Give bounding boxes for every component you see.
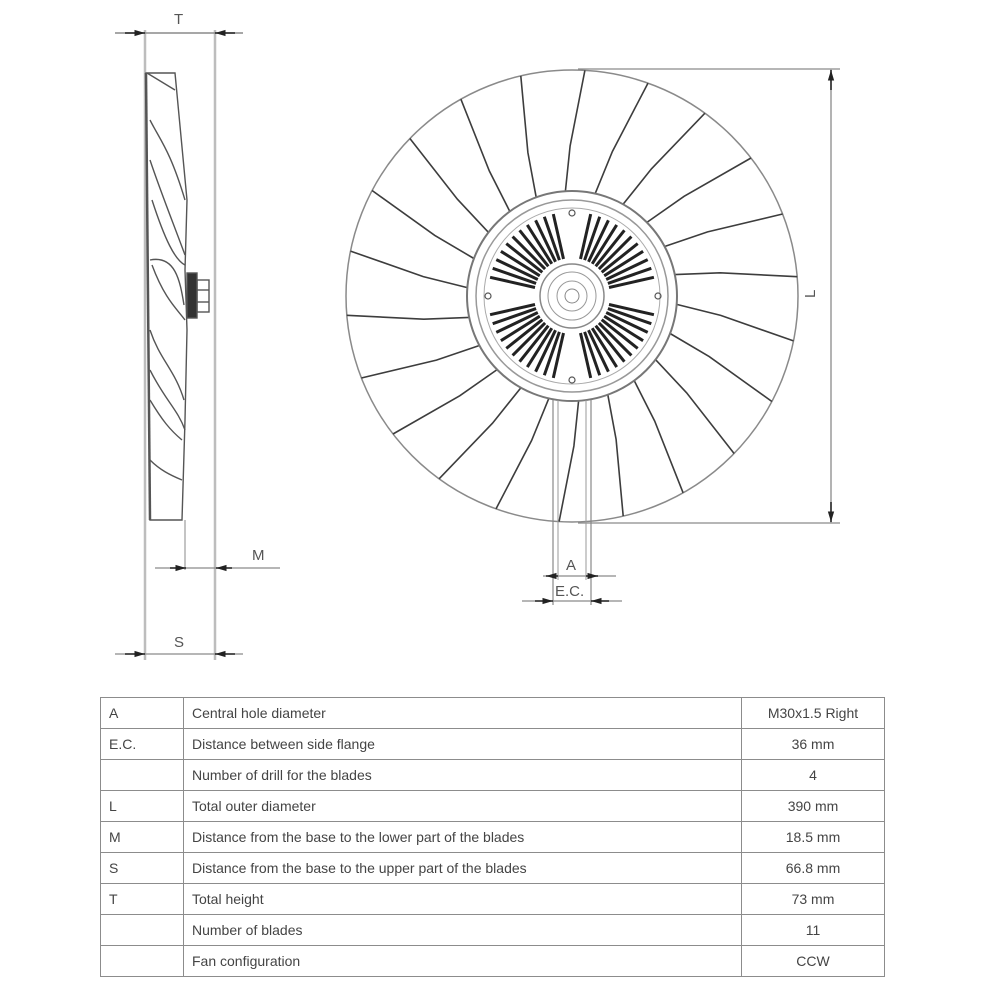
- label-l: L: [802, 289, 819, 298]
- spec-code: A: [101, 698, 184, 729]
- table-row: [101, 822, 885, 853]
- spec-code: T: [101, 884, 184, 915]
- spec-value: 4: [742, 760, 885, 791]
- label-m: M: [252, 547, 265, 564]
- spec-description: Number of drill for the blades: [184, 760, 742, 791]
- spec-description: Central hole diameter: [184, 698, 742, 729]
- table-row: [101, 729, 885, 760]
- label-ec: E.C.: [555, 583, 585, 600]
- specification-table: [100, 697, 885, 977]
- spec-code: [101, 915, 184, 946]
- side-blade-profile: [146, 73, 187, 520]
- dimension-t: [115, 11, 243, 33]
- label-s: S: [174, 634, 185, 651]
- spec-value: M30x1.5 Right: [742, 698, 885, 729]
- spec-value: 73 mm: [742, 884, 885, 915]
- table-row: [101, 946, 885, 977]
- spec-code: [101, 946, 184, 977]
- spec-description: Number of blades: [184, 915, 742, 946]
- spec-code: L: [101, 791, 184, 822]
- spec-description: Total height: [184, 884, 742, 915]
- front-view: [346, 69, 840, 605]
- spec-description: Fan configuration: [184, 946, 742, 977]
- spec-description: Distance between side flange: [184, 729, 742, 760]
- spec-description: Total outer diameter: [184, 791, 742, 822]
- spec-code: M: [101, 822, 184, 853]
- spec-value: 390 mm: [742, 791, 885, 822]
- label-a: A: [566, 557, 577, 574]
- spec-value: CCW: [742, 946, 885, 977]
- side-hub-bolt: [187, 273, 209, 318]
- spec-code: [101, 760, 184, 791]
- table-row: [101, 698, 885, 729]
- dimension-a-ec: [522, 400, 622, 605]
- hub-center: [540, 264, 604, 328]
- label-t: T: [174, 11, 184, 28]
- spec-description: Distance from the base to the lower part of the blades: [184, 822, 742, 853]
- spec-value: 11: [742, 915, 885, 946]
- table-row: [101, 915, 885, 946]
- dimension-m: [155, 520, 280, 570]
- table-row: [101, 853, 885, 884]
- spec-description: Distance from the base to the upper part of the blades: [184, 853, 742, 884]
- dimension-s: [115, 634, 243, 654]
- spec-code: E.C.: [101, 729, 184, 760]
- table-row: [101, 884, 885, 915]
- table-row: [101, 760, 885, 791]
- spec-value: 36 mm: [742, 729, 885, 760]
- side-view: [115, 11, 280, 660]
- spec-value: 66.8 mm: [742, 853, 885, 884]
- table-row: [101, 791, 885, 822]
- spec-code: S: [101, 853, 184, 884]
- spec-value: 18.5 mm: [742, 822, 885, 853]
